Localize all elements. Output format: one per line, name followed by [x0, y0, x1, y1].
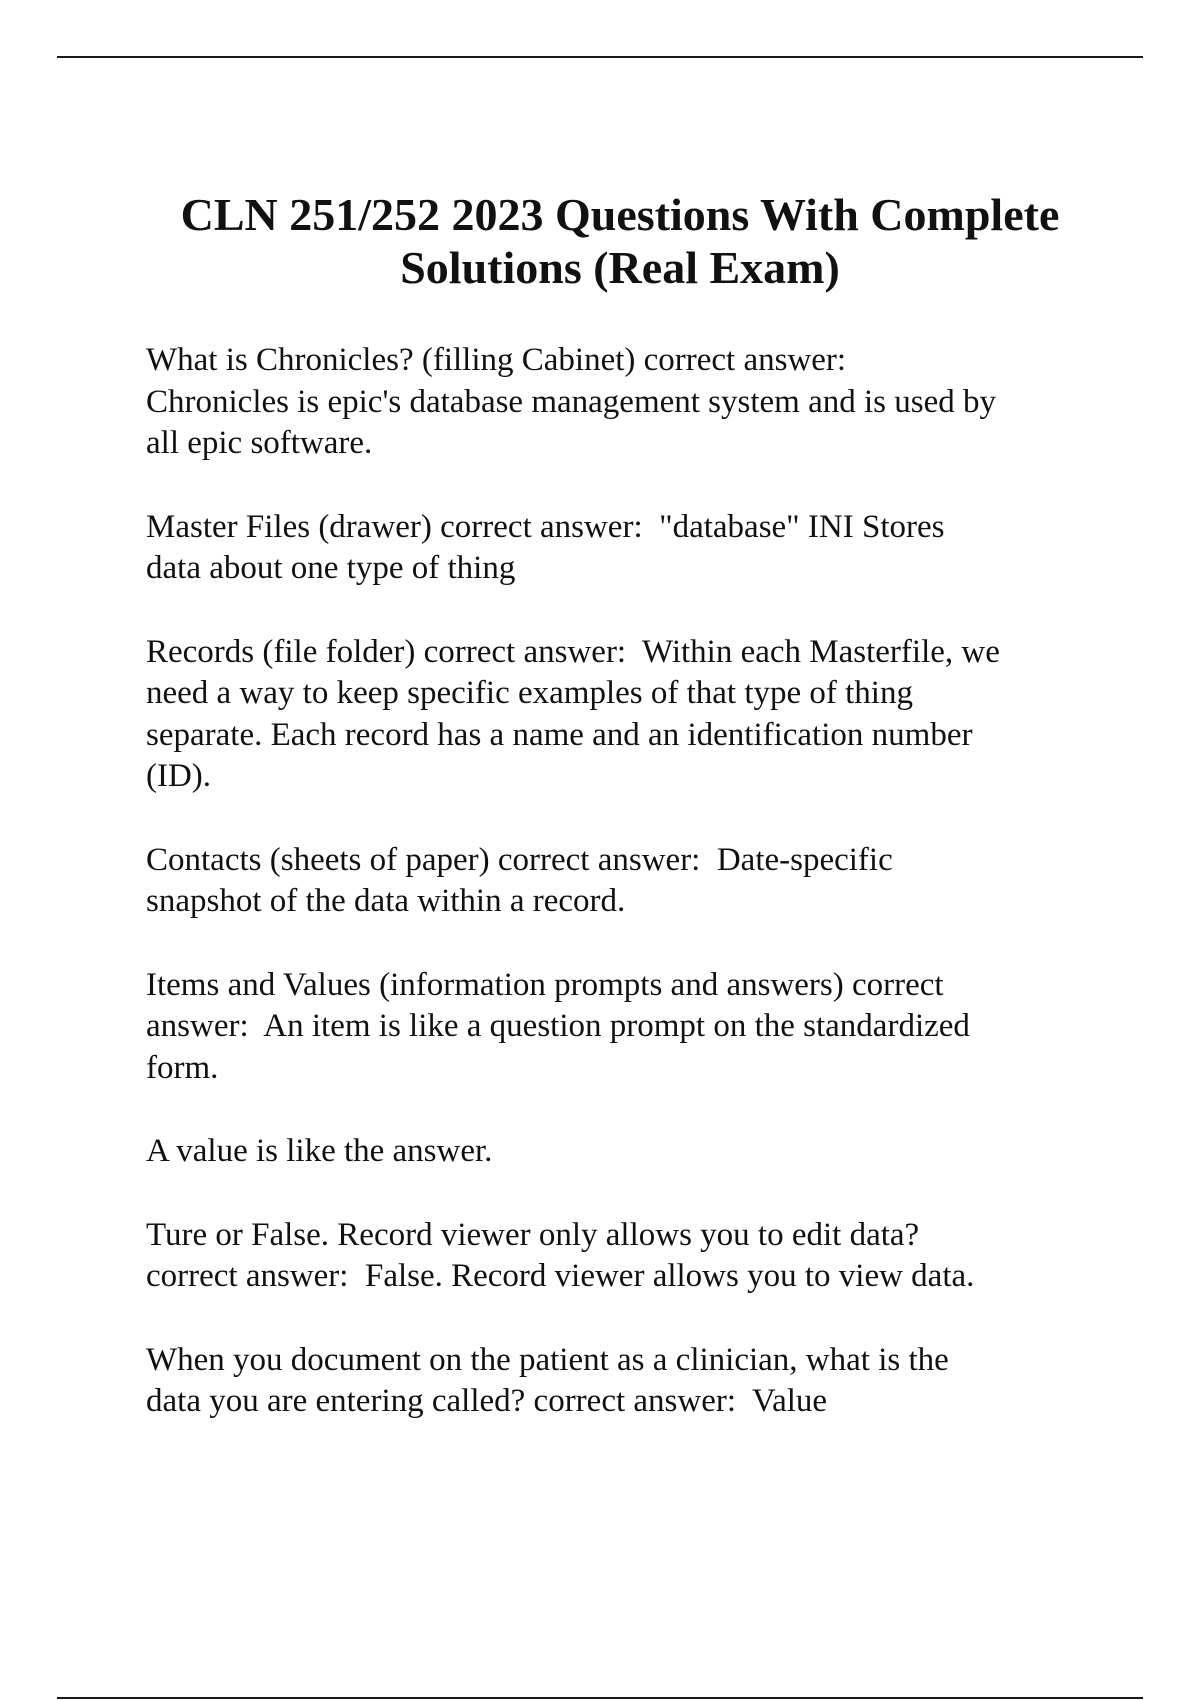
document-title-line-2: Solutions (Real Exam) — [400, 242, 840, 293]
qa-entry-records: Records (file folder) correct answer: Within each Masterfile, we need a way to keep specific examples of that type of thing separate. Each record has a name and an identification number (ID). — [146, 633, 1000, 794]
qa-entry-contacts: Contacts (sheets of paper) correct answer: Date-specific snapshot of the data within a record. — [146, 841, 893, 919]
footer-rule — [57, 1697, 1143, 1699]
qa-entry-items-values: Items and Values (information prompts and answers) correct answer: An item is like a question prompt on the standardized form. — [146, 966, 970, 1086]
document-title — [120, 188, 1120, 294]
qa-entry-document-value: When you document on the patient as a clinician, what is the data you are entering called? correct answer: Value — [146, 1341, 949, 1419]
document-title-line-1: CLN 251/252 2023 Questions With Complete — [180, 189, 1060, 240]
qa-entry-master-files: Master Files (drawer) correct answer: "database" INI Stores data about one type of thing — [146, 508, 945, 586]
qa-entry-value-answer: A value is like the answer. — [146, 1133, 493, 1169]
qa-entry-record-viewer: Ture or False. Record viewer only allows you to edit data? correct answer: False. Record viewer allows you to view data. — [146, 1216, 975, 1294]
header-rule — [57, 56, 1143, 58]
qa-list — [146, 340, 1106, 1465]
qa-entry-chronicles: What is Chronicles? (filling Cabinet) correct answer: Chronicles is epic's database management system and is used by all epic software. — [146, 342, 996, 461]
